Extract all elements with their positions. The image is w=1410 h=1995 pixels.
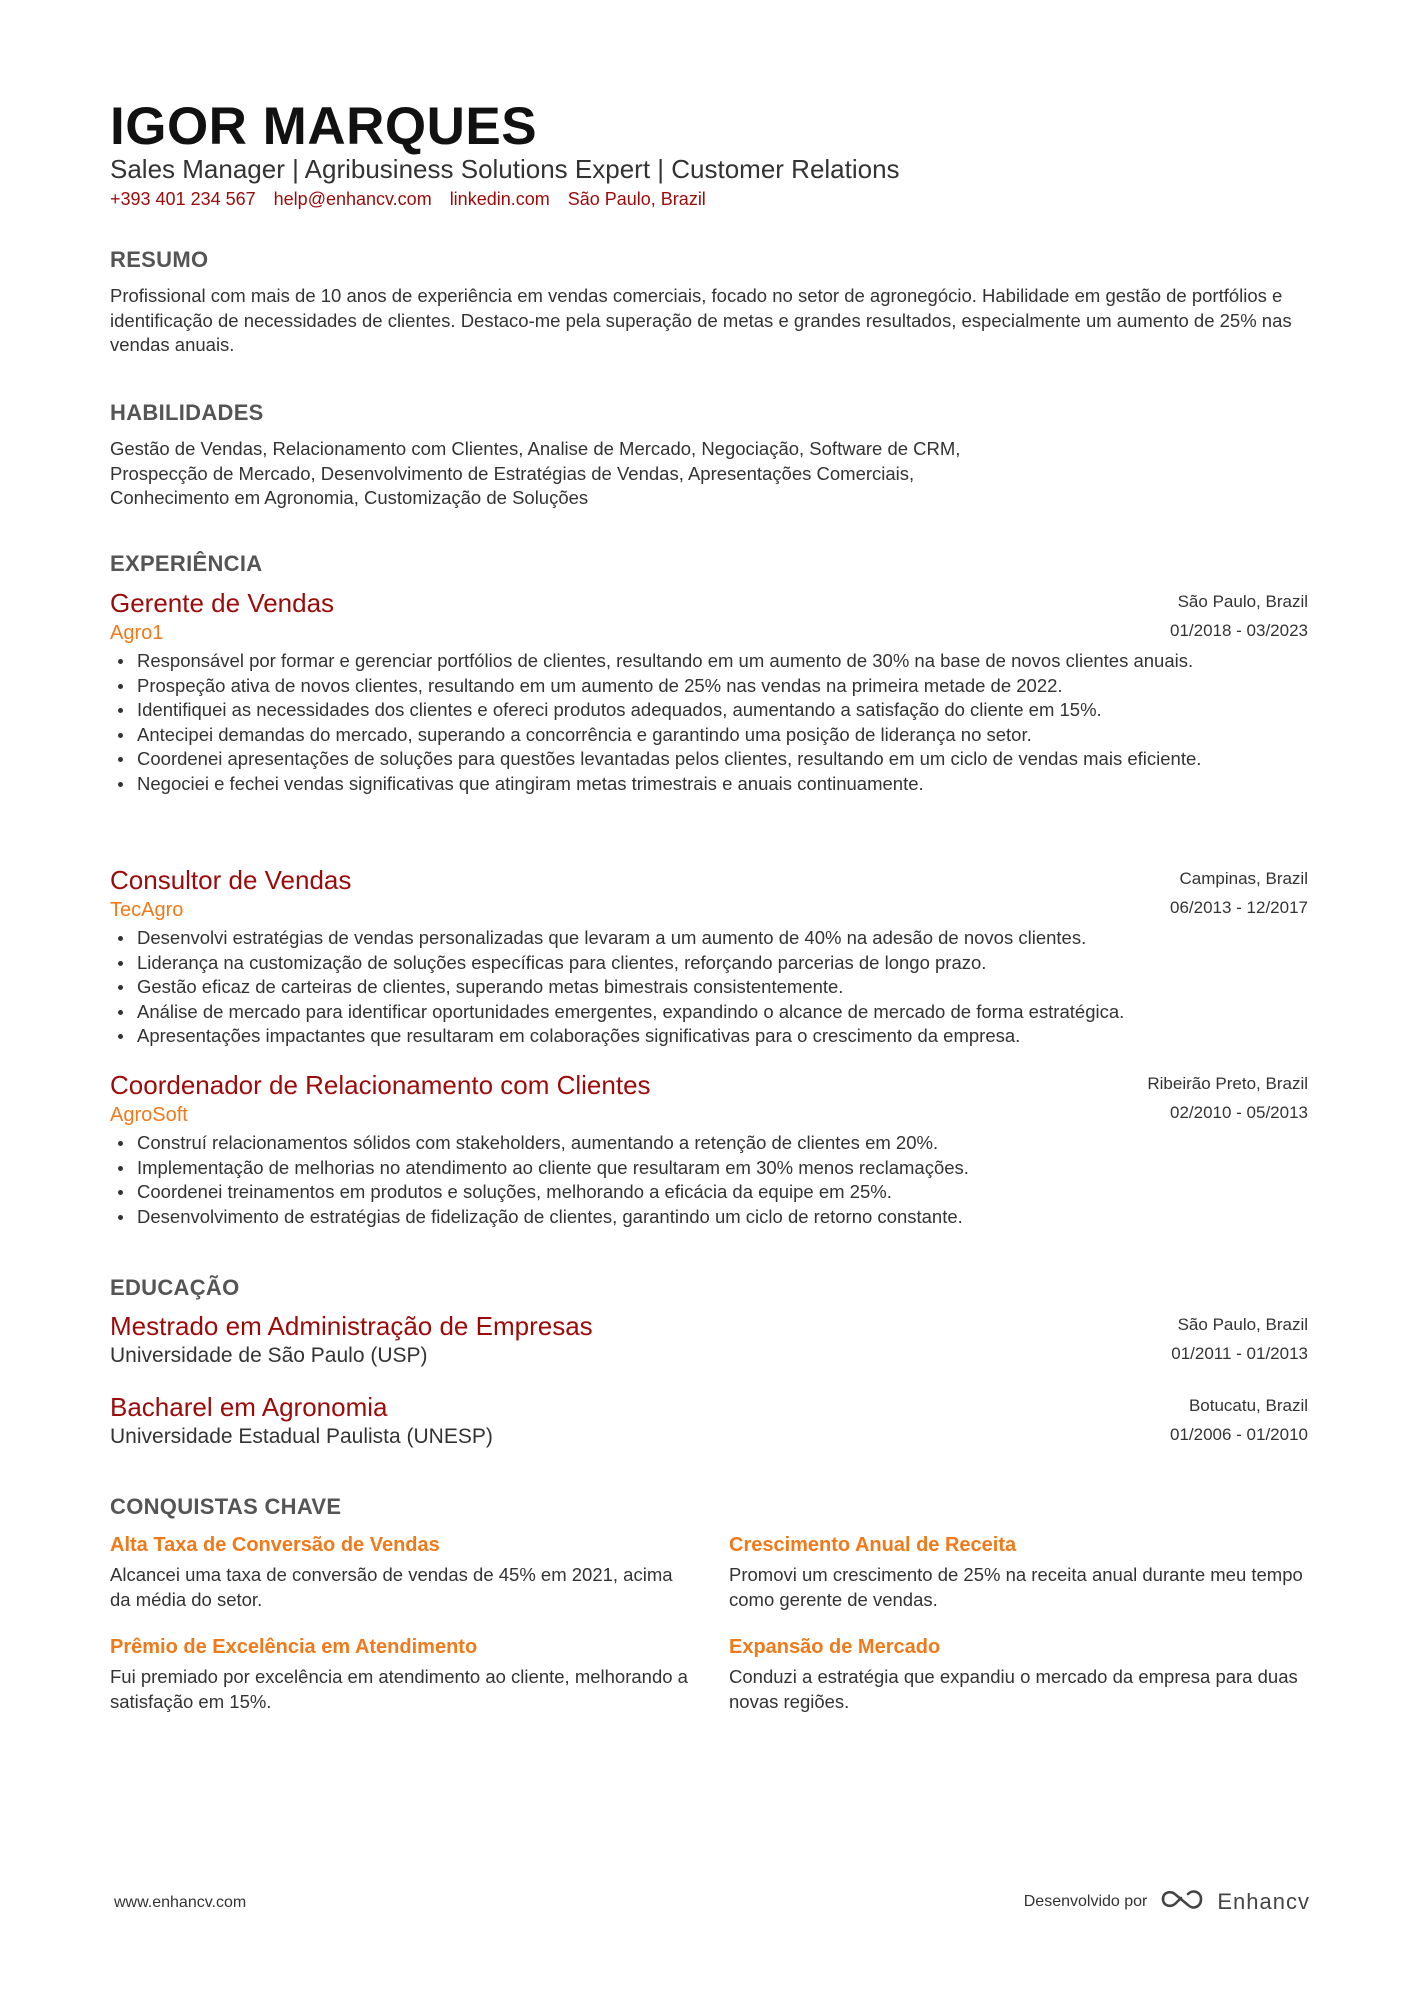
achievement-title: Expansão de Mercado	[729, 1636, 941, 1658]
edu-location: São Paulo, Brazil	[1177, 1315, 1308, 1334]
job-bullet: Antecipei demandas do mercado, superando a concorrência e garantindo uma posição de liderança no setor.	[110, 723, 1308, 748]
job-company: TecAgro	[110, 899, 184, 921]
job-meta	[1170, 864, 1308, 922]
job-bullet: Apresentações impactantes que resultaram em colaborações significativas para o crescimento da empresa.	[110, 1024, 1308, 1049]
job-meta	[1170, 587, 1308, 645]
job-bullet: Gestão eficaz de carteiras de clientes, superando metas bimestrais consistentemente.	[110, 975, 1308, 1000]
powered-by-label: Desenvolvido por	[1023, 1892, 1148, 1910]
achievement-desc: Fui premiado por excelência em atendimento ao cliente, melhorando a satisfação em 15%.	[110, 1666, 688, 1712]
achievement-desc: Alcancei uma taxa de conversão de vendas de 45% em 2021, acima da média do setor.	[110, 1564, 673, 1610]
contact-line	[110, 189, 706, 210]
job-title: Consultor de Vendas	[110, 865, 352, 895]
achievement-item	[110, 1531, 690, 1612]
edu-dates: 01/2011 - 01/2013	[1171, 1344, 1308, 1363]
skills-line: Prospecção de Mercado, Desenvolvimento de Estratégias de Vendas, Apresentações Comerciais,	[110, 462, 915, 484]
enhancv-brand[interactable]: Enhancv	[1217, 1888, 1310, 1914]
job-bullet: Desenvolvimento de estratégias de fidelização de clientes, garantindo um ciclo de retorno constante.	[110, 1205, 1308, 1230]
job-bullets	[110, 649, 1308, 796]
job-bullet: Construí relacionamentos sólidos com stakeholders, aumentando a retenção de clientes em 20%.	[110, 1131, 1308, 1156]
job-dates: 01/2018 - 03/2023	[1169, 621, 1308, 640]
job-bullet: Desenvolvi estratégias de vendas personalizadas que levaram a um aumento de 40% na adesão de novos clientes.	[110, 926, 1308, 951]
summary-heading: RESUMO	[110, 247, 209, 272]
skills-line: Gestão de Vendas, Relacionamento com Clientes, Analise de Mercado, Negociação, Software de CRM,	[110, 438, 961, 459]
summary-text: Profissional com mais de 10 anos de experiência em vendas comerciais, focado no setor de agronegócio. Habilidade em gestão de portfólios e identificação de necessidades de clientes. Destaco-me pela superação de metas e grandes resultados, especialmente um aumento de 25% nas vendas anuais.	[110, 285, 1292, 355]
job-entry	[110, 1069, 1308, 1229]
job-bullet: Liderança na customização de soluções específicas para clientes, reforçando parcerias de longo prazo.	[110, 951, 1308, 976]
edu-meta	[1170, 1391, 1308, 1449]
job-company: AgroSoft	[110, 1104, 188, 1126]
job-entry	[110, 864, 1308, 1049]
achievement-item	[729, 1531, 1309, 1612]
phone-link[interactable]: +393 401 234 567	[110, 189, 256, 209]
achievement-desc: Promovi um crescimento de 25% na receita anual durante meu tempo como gerente de vendas.	[729, 1564, 1303, 1610]
candidate-name: IGOR MARQUES	[110, 97, 538, 156]
job-bullet: Análise de mercado para identificar oportunidades emergentes, expandindo o alcance de mercado de forma estratégica.	[110, 1000, 1308, 1025]
footer-branding	[1024, 1886, 1310, 1917]
edu-degree: Mestrado em Administração de Empresas	[110, 1311, 593, 1341]
job-bullets	[110, 1131, 1308, 1229]
achievement-desc: Conduzi a estratégia que expandiu o mercado da empresa para duas novas regiões.	[729, 1666, 1298, 1712]
job-location: Ribeirão Preto, Brazil	[1147, 1074, 1308, 1093]
education-entry	[110, 1310, 1308, 1370]
edu-dates: 01/2006 - 01/2010	[1169, 1425, 1308, 1444]
job-bullet: Identifiquei as necessidades dos clientes e ofereci produtos adequados, aumentando a satisfação do cliente em 15%.	[110, 698, 1308, 723]
job-entry	[110, 587, 1308, 796]
achievements-heading: CONQUISTAS CHAVE	[110, 1494, 342, 1519]
achievement-item	[110, 1633, 690, 1714]
education-entry	[110, 1391, 1308, 1451]
edu-degree: Bacharel em Agronomia	[110, 1392, 388, 1422]
experience-heading: EXPERIÊNCIA	[110, 551, 263, 576]
job-bullet: Negociei e fechei vendas significativas que atingiram metas trimestrais e anuais continuamente.	[110, 772, 1308, 797]
job-bullet: Coordenei treinamentos em produtos e soluções, melhorando a eficácia da equipe em 25%.	[110, 1180, 1308, 1205]
skills-line: Conhecimento em Agronomia, Customização de Soluções	[110, 487, 589, 508]
achievement-title: Alta Taxa de Conversão de Vendas	[110, 1534, 440, 1556]
education-heading: EDUCAÇÃO	[110, 1275, 240, 1300]
job-dates: 02/2010 - 05/2013	[1169, 1103, 1308, 1122]
job-title: Gerente de Vendas	[110, 588, 335, 618]
edu-school: Universidade de São Paulo (USP)	[110, 1344, 428, 1367]
achievement-title: Prêmio de Excelência em Atendimento	[110, 1636, 478, 1658]
job-bullet: Prospeção ativa de novos clientes, resultando em um aumento de 25% nas vendas na primeira metade de 2022.	[110, 674, 1308, 699]
job-bullet: Implementação de melhorias no atendimento ao cliente que resultaram em 30% menos reclamações.	[110, 1156, 1308, 1181]
footer-website-link[interactable]: www.enhancv.com	[114, 1894, 247, 1911]
enhancv-logo-icon	[1159, 1886, 1205, 1917]
job-bullets	[110, 926, 1308, 1049]
edu-meta	[1171, 1310, 1308, 1368]
location-text: São Paulo, Brazil	[567, 189, 706, 209]
job-title: Coordenador de Relacionamento com Clientes	[110, 1070, 651, 1100]
job-bullet: Responsável por formar e gerenciar portfólios de clientes, resultando em um aumento de 30% na base de novos clientes anuais.	[110, 649, 1308, 674]
job-meta	[1147, 1069, 1308, 1127]
skills-list	[110, 437, 1308, 511]
email-link[interactable]: help@enhancv.com	[273, 189, 432, 209]
job-location: Campinas, Brazil	[1179, 869, 1308, 888]
job-location: São Paulo, Brazil	[1177, 592, 1308, 611]
edu-location: Botucatu, Brazil	[1188, 1396, 1308, 1415]
achievement-item	[729, 1633, 1309, 1714]
candidate-headline: Sales Manager | Agribusiness Solutions Expert | Customer Relations	[110, 154, 900, 184]
linkedin-link[interactable]: linkedin.com	[449, 189, 550, 209]
edu-school: Universidade Estadual Paulista (UNESP)	[110, 1425, 493, 1448]
job-company: Agro1	[110, 622, 164, 644]
skills-heading: HABILIDADES	[110, 400, 264, 425]
achievement-title: Crescimento Anual de Receita	[729, 1534, 1017, 1556]
job-bullet: Coordenei apresentações de soluções para questões levantadas pelos clientes, resultando em um ciclo de vendas mais eficiente.	[110, 747, 1308, 772]
job-dates: 06/2013 - 12/2017	[1169, 898, 1308, 917]
